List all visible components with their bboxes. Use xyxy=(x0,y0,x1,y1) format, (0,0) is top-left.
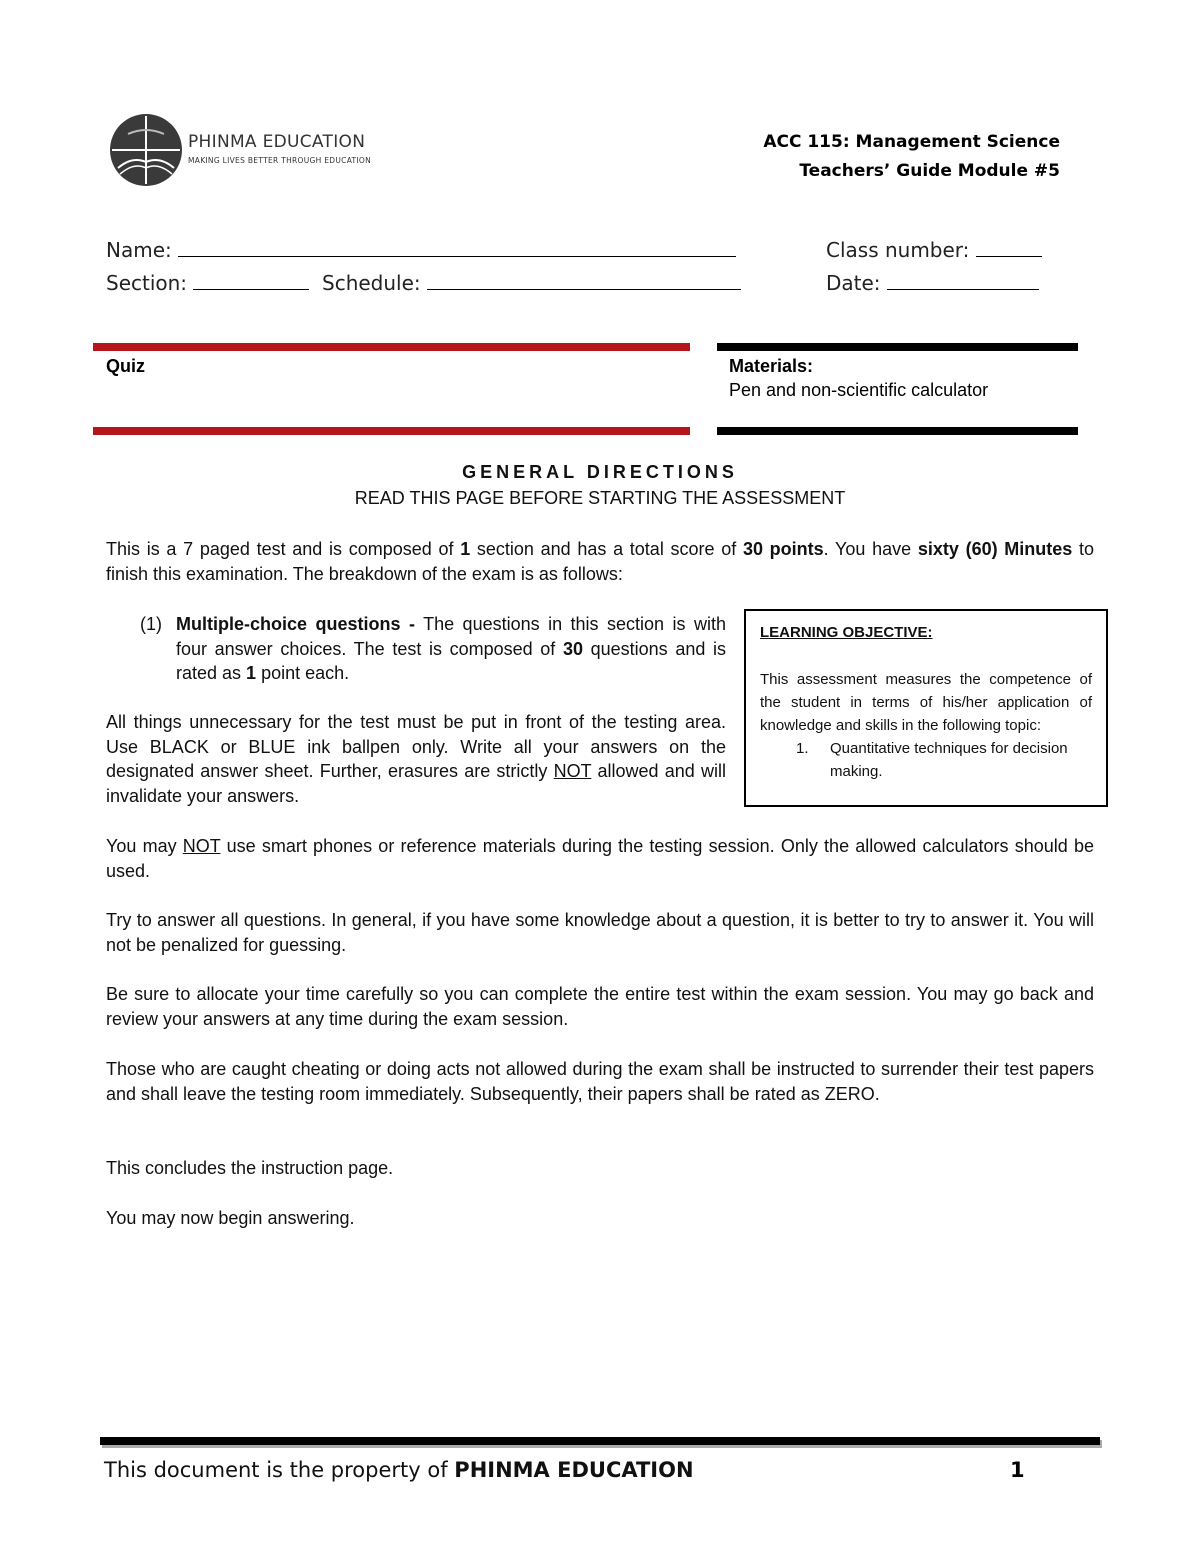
phones-text-2: use smart phones or reference materials during the testing session. Only the allowed calculators should be used. xyxy=(106,836,1094,881)
footer-prefix: This document is the property of xyxy=(104,1458,455,1482)
list-item-multiple-choice xyxy=(134,612,726,686)
date-blank[interactable] xyxy=(887,271,1039,290)
materials-label: Materials: xyxy=(729,356,814,376)
globe-book-icon xyxy=(108,112,184,188)
things-not: NOT xyxy=(553,761,592,781)
quiz-label: Quiz xyxy=(106,356,145,376)
red-divider-top xyxy=(93,343,690,351)
try-paragraph: Try to answer all questions. In general, if you have some knowledge about a question, it is better to try to answer it. You will not be penalized for guessing. xyxy=(106,910,1094,955)
item-question-count: 30 xyxy=(562,638,583,659)
intro-sections: 1 xyxy=(460,539,471,559)
item-number: (1) xyxy=(140,614,162,634)
allocate-paragraph: Be sure to allocate your time carefully so you can complete the entire test within the exam session. You may go back and review your answers at any time during the exam session. xyxy=(106,984,1094,1029)
materials-value: Pen and non-scientific calculator xyxy=(729,380,989,400)
date-field[interactable] xyxy=(826,271,1039,295)
date-label: Date: xyxy=(826,271,881,295)
intro-paragraph xyxy=(106,537,1094,586)
footer-divider xyxy=(100,1437,1100,1445)
black-divider-bottom xyxy=(717,427,1078,435)
item-heading: Multiple-choice questions - xyxy=(176,614,415,634)
intro-text-4: to finish this examination. The breakdown of the exam is as follows: xyxy=(106,539,1095,584)
phones-paragraph xyxy=(106,834,1094,883)
footer-text xyxy=(104,1458,694,1482)
item-text-2: questions and is rated as xyxy=(176,638,726,683)
section-label: Section: xyxy=(106,271,188,295)
learning-objective-box xyxy=(744,609,1108,807)
things-paragraph xyxy=(106,710,726,808)
course-title: ACC 115: Management Science xyxy=(763,132,1060,152)
module-title: Teachers’ Guide Module #5 xyxy=(799,161,1060,181)
phones-text-1: You may xyxy=(106,836,183,856)
schedule-blank[interactable] xyxy=(427,271,741,290)
name-field[interactable] xyxy=(106,238,736,262)
item-text-3: point each. xyxy=(256,663,350,683)
class-number-blank[interactable] xyxy=(976,238,1042,257)
directions-subtitle: READ THIS PAGE BEFORE STARTING THE ASSESSMENT xyxy=(354,488,846,508)
red-divider-bottom xyxy=(93,427,690,435)
intro-total-points: 30 points xyxy=(742,539,824,559)
class-number-label: Class number: xyxy=(826,238,970,262)
objective-item-number: 1. xyxy=(796,740,809,757)
logo-brand: PHINMA EDUCATION xyxy=(188,132,366,152)
name-label: Name: xyxy=(106,238,172,262)
schedule-label: Schedule: xyxy=(322,271,421,295)
intro-text-3: . You have xyxy=(823,539,918,559)
black-divider-top xyxy=(717,343,1078,351)
concludes-paragraph: This concludes the instruction page. xyxy=(106,1158,394,1178)
item-text xyxy=(134,612,726,686)
section-blank[interactable] xyxy=(193,271,309,290)
begin-paragraph: You may now begin answering. xyxy=(106,1208,355,1228)
objective-item-text: Quantitative techniques for decision making. xyxy=(830,740,1068,780)
section-field[interactable] xyxy=(106,271,309,295)
schedule-field[interactable] xyxy=(322,271,741,295)
footer-owner: PHINMA EDUCATION xyxy=(454,1458,694,1482)
objective-list-item xyxy=(760,737,1092,783)
item-points: 1 xyxy=(246,663,257,683)
item-text-1: The questions in this section is with four answer choices. The test is composed of xyxy=(176,614,726,659)
intro-duration: sixty (60) Minutes xyxy=(917,539,1073,559)
phones-not: NOT xyxy=(182,836,221,856)
name-blank[interactable] xyxy=(178,238,736,257)
class-number-field[interactable] xyxy=(826,238,1042,262)
cheating-paragraph: Those who are caught cheating or doing acts not allowed during the exam shall be instructed to surrender their test papers and shall leave the testing room immediately. Subsequently, their papers shall be rated as ZERO. xyxy=(106,1059,1094,1104)
objective-title: LEARNING OBJECTIVE: xyxy=(760,624,933,641)
phinma-logo xyxy=(108,112,372,188)
intro-text-2: section and has a total score of xyxy=(470,539,743,559)
logo-tagline: MAKING LIVES BETTER THROUGH EDUCATION xyxy=(188,156,372,165)
objective-list xyxy=(760,737,1092,783)
intro-text-1: This is a 7 paged test and is composed of xyxy=(106,539,461,559)
things-text-2: allowed and will invalidate your answers. xyxy=(106,761,726,806)
things-text-1: All things unnecessary for the test must be put in front of the testing area. Use BLACK or BLUE ink ballpen only. Write all your answers on the designated answer sheet. Further, erasures are strictly xyxy=(106,712,726,781)
page-number: 1 xyxy=(1010,1458,1025,1482)
objective-text: This assessment measures the competence of the student in terms of his/her application of knowledge and skills in the following topic: xyxy=(760,671,1092,734)
directions-title: GENERAL DIRECTIONS xyxy=(462,462,738,482)
